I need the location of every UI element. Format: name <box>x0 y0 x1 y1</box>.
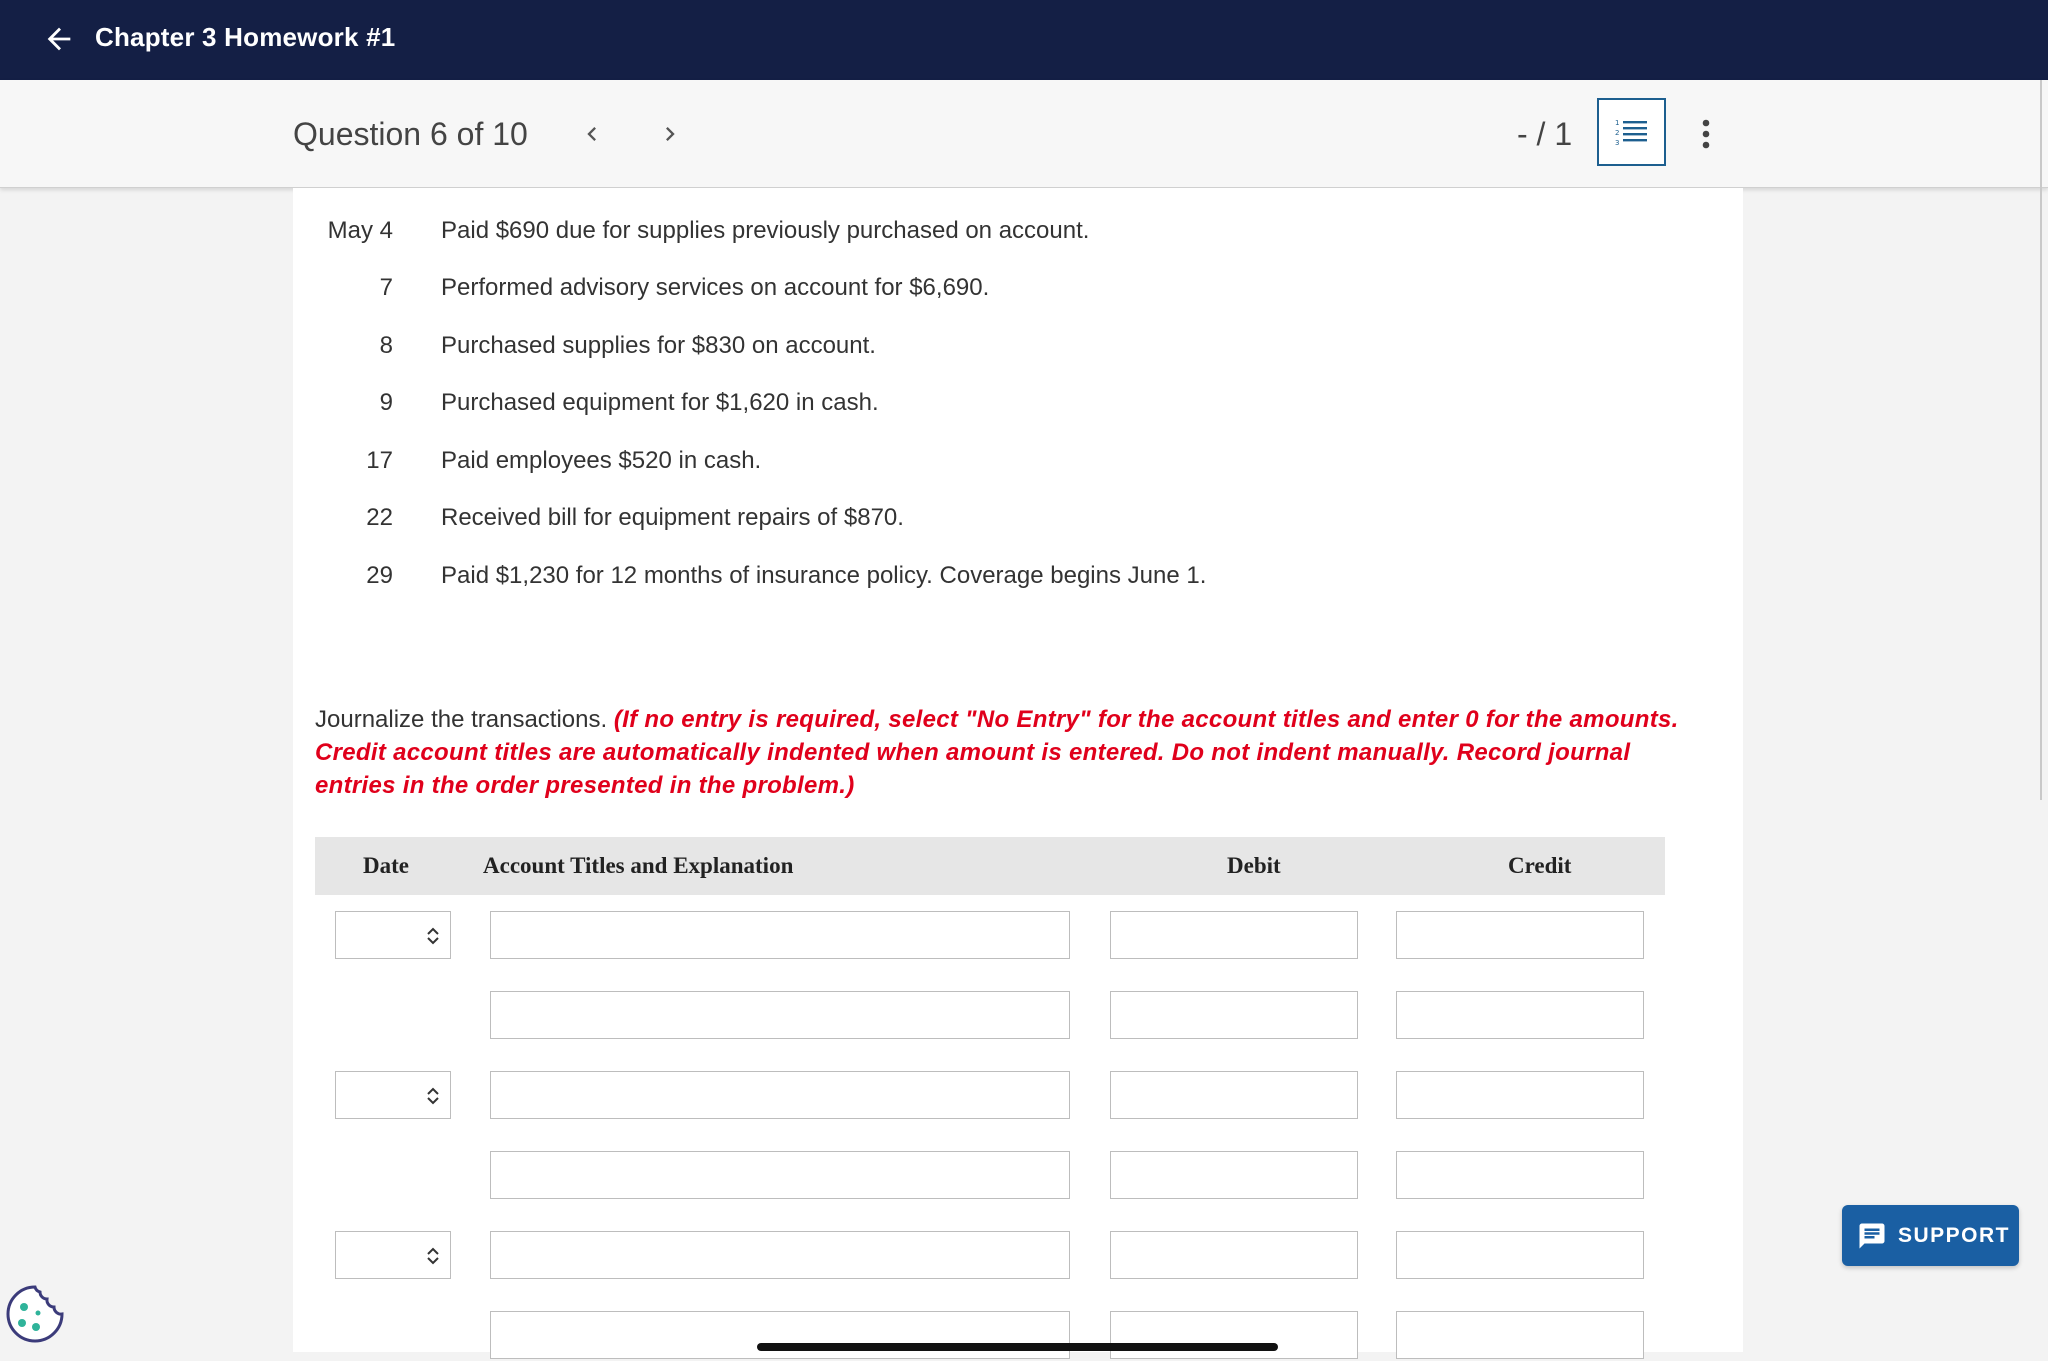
scrollbar[interactable] <box>2040 80 2042 800</box>
question-card <box>293 188 1743 1352</box>
date-select[interactable] <box>335 1231 451 1279</box>
account-title-input[interactable] <box>490 1231 1070 1279</box>
numbered-list-icon <box>1615 117 1649 147</box>
cookie-settings-icon[interactable] <box>4 1283 66 1345</box>
debit-input[interactable] <box>1110 911 1358 959</box>
select-chevrons-icon <box>426 927 440 945</box>
assignment-title: Chapter 3 Homework #1 <box>95 22 396 52</box>
instructions-note: (If no entry is required, select "No Entry" for the account titles and enter 0 for the amounts. Credit account titles are automatically indented when amount is entered. Do not indent manually. Record journal entries in the order presented in the problem.) <box>315 706 1679 799</box>
account-title-input[interactable] <box>490 1151 1070 1199</box>
question-counter: Question 6 of 10 <box>293 116 528 152</box>
instructions-lead: Journalize the transactions. <box>315 706 608 733</box>
transaction-date: 29 <box>366 562 393 589</box>
credit-input[interactable] <box>1396 991 1644 1039</box>
journal-row <box>293 1311 1743 1361</box>
transaction-text: Paid $690 due for supplies previously purchased on account. <box>441 217 1090 244</box>
transaction-row <box>293 332 1693 372</box>
account-column-header: Account Titles and Explanation <box>483 853 794 878</box>
journal-row <box>293 911 1743 961</box>
score-display: - / 1 <box>1517 116 1573 152</box>
credit-input[interactable] <box>1396 1071 1644 1119</box>
transaction-text: Purchased equipment for $1,620 in cash. <box>441 389 879 416</box>
back-arrow-icon[interactable] <box>42 22 76 56</box>
transaction-row <box>293 274 1693 314</box>
transaction-row <box>293 562 1693 602</box>
debit-input[interactable] <box>1110 1071 1358 1119</box>
more-options-icon[interactable] <box>1692 118 1720 150</box>
chat-icon <box>1857 1221 1887 1251</box>
support-button[interactable] <box>1842 1205 2019 1266</box>
credit-input[interactable] <box>1396 1231 1644 1279</box>
question-list-button[interactable] <box>1597 98 1666 166</box>
transaction-date: 8 <box>379 332 393 359</box>
date-select[interactable] <box>335 911 451 959</box>
account-title-input[interactable] <box>490 991 1070 1039</box>
svg-text:3: 3 <box>1614 139 1619 147</box>
transaction-text: Performed advisory services on account for $6,690. <box>441 274 990 301</box>
select-chevrons-icon <box>426 1087 440 1105</box>
transaction-text: Paid employees $520 in cash. <box>441 447 762 474</box>
instructions <box>315 703 1715 802</box>
account-title-input[interactable] <box>490 1071 1070 1119</box>
next-question-button[interactable] <box>656 120 684 148</box>
transaction-text: Purchased supplies for $830 on account. <box>441 332 876 359</box>
transaction-row <box>293 447 1693 487</box>
date-column-header: Date <box>363 853 409 878</box>
debit-column-header: Debit <box>1227 853 1281 878</box>
previous-question-button[interactable] <box>578 120 606 148</box>
transaction-date: 7 <box>379 274 393 301</box>
journal-table-header <box>315 837 1665 895</box>
credit-column-header: Credit <box>1508 853 1572 878</box>
transaction-date: May 4 <box>327 217 393 244</box>
credit-input[interactable] <box>1396 911 1644 959</box>
debit-input[interactable] <box>1110 1151 1358 1199</box>
account-title-input[interactable] <box>490 911 1070 959</box>
date-select[interactable] <box>335 1071 451 1119</box>
transaction-row <box>293 504 1693 544</box>
support-label: SUPPORT <box>1898 1224 2011 1247</box>
transaction-row <box>293 389 1693 429</box>
journal-row <box>293 1071 1743 1121</box>
transaction-date: 9 <box>379 389 393 416</box>
top-header <box>0 0 2048 80</box>
svg-text:2: 2 <box>1614 129 1619 137</box>
transaction-text: Received bill for equipment repairs of $870. <box>441 504 904 531</box>
journal-row <box>293 1231 1743 1281</box>
svg-text:1: 1 <box>1614 119 1619 127</box>
select-chevrons-icon <box>426 1247 440 1265</box>
credit-input[interactable] <box>1396 1151 1644 1199</box>
question-bar <box>0 80 2048 188</box>
transaction-text: Paid $1,230 for 12 months of insurance policy. Coverage begins June 1. <box>441 562 1207 589</box>
transaction-date: 22 <box>366 504 393 531</box>
home-indicator <box>757 1343 1278 1351</box>
debit-input[interactable] <box>1110 1231 1358 1279</box>
journal-row <box>293 1151 1743 1201</box>
debit-input[interactable] <box>1110 991 1358 1039</box>
journal-row <box>293 991 1743 1041</box>
transaction-date: 17 <box>366 447 393 474</box>
transaction-row <box>293 217 1693 257</box>
